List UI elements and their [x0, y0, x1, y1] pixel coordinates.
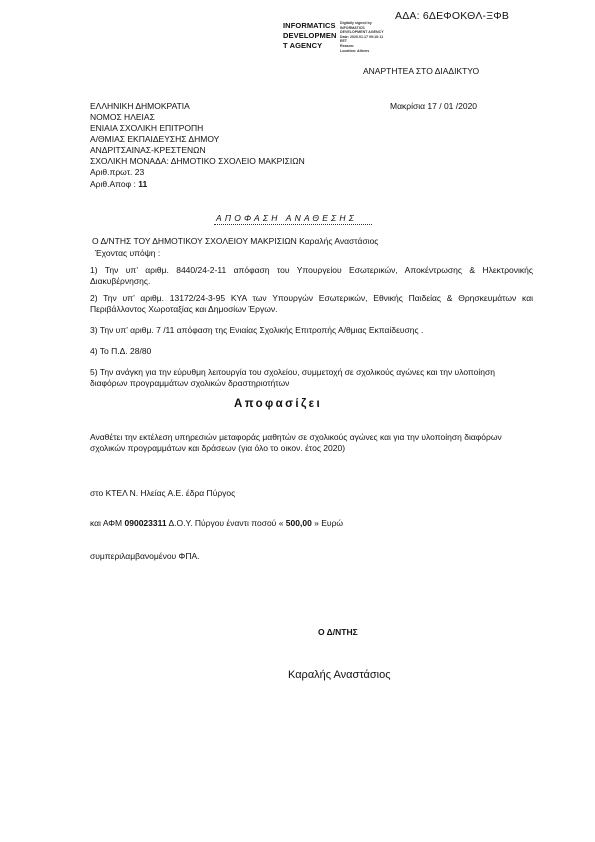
consideration-item-3: 3) Την υπ’ αριθμ. 7 /11 απόφαση της Ενιαίας Σχολικής Επιτροπής Α/θμιας Εκπαίδευσης . [90, 325, 424, 335]
sig-detail: Location: Athens [340, 48, 370, 53]
signature-title: Ο Δ/ΝΤΗΣ [318, 627, 358, 637]
signature-name: Καραλής Αναστάσιος [288, 669, 391, 681]
place: Μακρίσια [390, 101, 426, 111]
sig-detail: Date: 2020.01.17 09:16:11 [340, 34, 384, 39]
title-underline [214, 224, 372, 225]
consideration-item-2: 2) Την υπ’ αριθμ. 13172/24-3-95 ΚΥΑ των Υπουργών Εσωτερικών, Εθνικής Παιδείας & Θρησκευμάτων και Περιβάλλοντος Χωροταξίας και Δημοσίων Έργων. [90, 293, 533, 315]
sig-detail: Reason: [340, 43, 355, 48]
header-line: ΣΧΟΛΙΚΗ ΜΟΝΑΔΑ: ΔΗΜΟΤΙΚΟ ΣΧΟΛΕΙΟ ΜΑΚΡΙΣΙΩΝ [90, 156, 305, 166]
signature-logo [283, 21, 337, 51]
date: 17 / 01 /2020 [427, 101, 478, 111]
document-title: ΑΠΟΦΑΣΗ ΑΝΑΘΕΣΗΣ [216, 213, 358, 223]
consideration-item-4: 4) Το Π.Δ. 28/80 [90, 346, 152, 356]
contractor-line: στο ΚΤΕΛ Ν. Ηλείας Α.Ε. έδρα Πύργος [90, 488, 236, 498]
logo-line-1: INFORMATICS [283, 21, 336, 30]
sig-detail: INFORMATICS [340, 25, 365, 30]
consideration-item-5: 5) Την ανάγκη για την εύρυθμη λειτουργία του σχολείου, συμμετοχή σε σχολικούς αγώνες και την υλοποίηση διαφόρων προγραμμάτων σχολικών δραστηριοτήτων [90, 367, 495, 389]
vat-note: συμπεριλαμβανομένου ΦΠΑ. [90, 551, 200, 561]
afm-number: 090023311 [124, 518, 167, 528]
consideration-item-1: 1) Την υπ’ αριθμ. 8440/24-2-11 απόφαση του Υπουργείου Εσωτερικών, Αποκέντρωσης & Ηλεκτρονικής Διακυβέρνησης. [90, 265, 533, 287]
afm-amount-line [90, 518, 343, 528]
decides-heading: Αποφασίζει [234, 398, 323, 410]
header-line: ΑΝΔΡΙΤΣΑΙΝΑΣ-ΚΡΕΣΤΕΝΩΝ [90, 145, 206, 155]
assignment-text: Αναθέτει την εκτέλεση υπηρεσιών μεταφοράς μαθητών σε σχολικούς αγώνες και για την υλοποίηση διαφόρων σχολικών προγραμμάτων και δράσεων (για όλο το οικον. έτος 2020) [90, 432, 502, 454]
afm-middle: Δ.Ο.Υ. Πύργου έναντι ποσού « [168, 518, 284, 528]
logo-line-2: DEVELOPMEN [283, 31, 337, 40]
considering-label: Έχοντας υπόψη : [95, 248, 161, 258]
place-date [390, 101, 477, 111]
protocol-label: Αριθ.πρωτ. [90, 167, 133, 177]
header-line: ΕΝΙΑΙΑ ΣΧΟΛΙΚΗ ΕΠΙΤΡΟΠΗ [90, 123, 204, 133]
header-line: ΝΟΜΟΣ ΗΛΕΙΑΣ [90, 112, 155, 122]
director-line: Ο Δ/ΝΤΗΣ ΤΟΥ ΔΗΜΟΤΙΚΟΥ ΣΧΟΛΕΙΟΥ ΜΑΚΡΙΣΙΩΝ Καραλής Αναστάσιος [92, 236, 379, 246]
amount-value: 500,00 [285, 518, 312, 528]
header-line: Α/ΘΜΙΑΣ ΕΚΠΑΙΔΕΥΣΗΣ ΔΗΜΟΥ [90, 134, 220, 144]
sig-detail: Digitally signed by [340, 21, 372, 25]
digital-signature-details [340, 21, 384, 53]
protocol-number [90, 167, 144, 177]
decision-label: Αριθ.Αποφ : [90, 179, 136, 189]
amount-suffix: » Ευρώ [314, 518, 344, 528]
protocol-value: 23 [134, 167, 145, 177]
decision-value: 11 [138, 179, 148, 189]
decision-number [90, 179, 147, 189]
sig-detail: EET [340, 39, 347, 44]
ada-code: ΑΔΑ: 6ΔΕΦΟΚΘΛ-ΞΦΒ [395, 10, 510, 22]
afm-prefix: και ΑΦΜ [90, 518, 123, 528]
sig-detail: DEVELOPMENT AGENCY [340, 30, 384, 35]
header-line: ΕΛΛΗΝΙΚΗ ΔΗΜΟΚΡΑΤΙΑ [90, 101, 190, 111]
logo-line-3: T AGENCY [283, 41, 323, 50]
posting-note: ΑΝΑΡΤΗΤΕΑ ΣΤΟ ΔΙΑΔΙΚΤΥΟ [363, 66, 480, 76]
